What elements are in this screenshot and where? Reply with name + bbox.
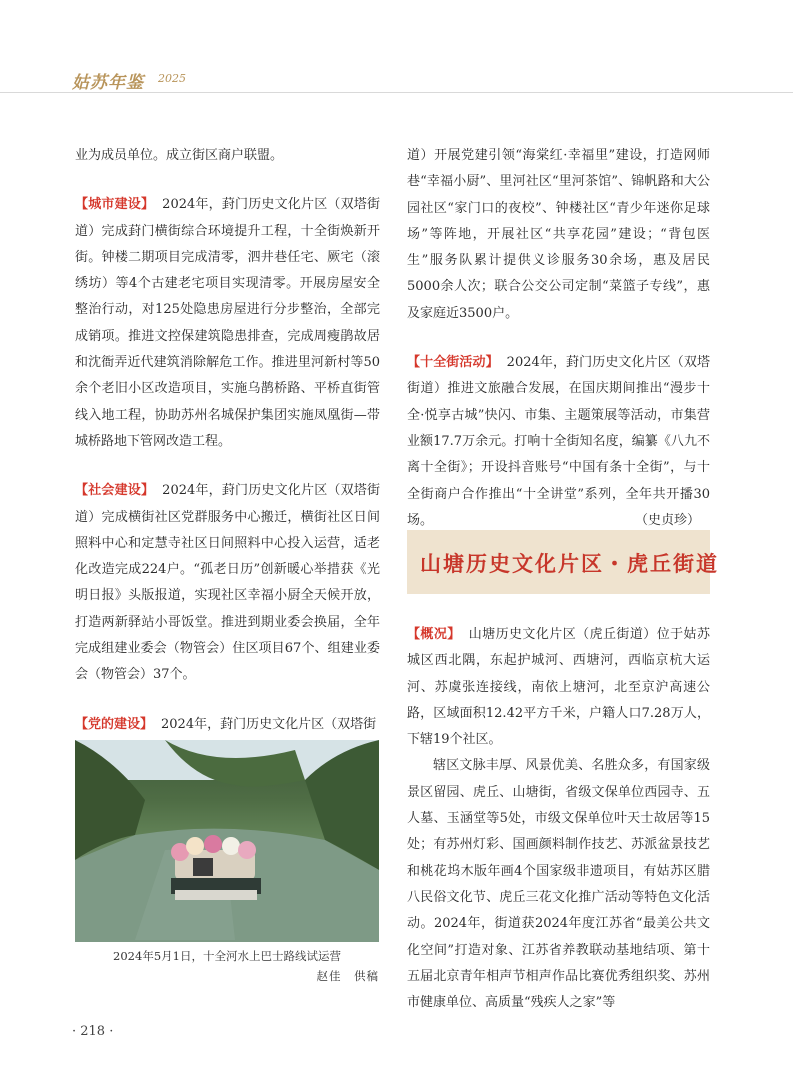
paragraph-culture: 辖区文脉丰厚、风景优美、名胜众多，有国家级景区留园、虎丘、山塘街，省级文保单位西园寺、五人墓、玉涵堂等5处，市级文保单位叶天士故居等15处；有苏州灯彩、国画颜料制作技艺、苏派盆景技艺和桃花坞木版年画4个国家级非遗项目，有姑苏区腊八民俗文化节、虎丘三花文化推广活动等特色文化活动。2024年，街道获2024年度江苏省“最美公共文化空间”打造对象、江苏省养教联动基地结项、第十五届北京青年相声节相声作品比赛优秀组织奖、苏州市健康单位、高质量“残疾人之家”等	[407, 758, 710, 1011]
paragraph-text: 山塘历史文化片区（虎丘街道）位于姑苏城区西北隅，东起护城河、西塘河，西临京杭大运河、苏虞张连接线，南依上塘河，北至京沪高速公路，区域面积12.42平方千米，户籍人口7.28万人，下辖19个社区。	[407, 627, 710, 748]
river-boat-photo	[75, 740, 379, 942]
paragraph-party-building	[75, 712, 380, 738]
section-tag-party-building: 【党的建设】	[75, 716, 154, 732]
paragraph-text: 2024年，葑门历史文化片区（双塔街道）完成葑门横街综合环境提升工程，十全街焕新开街。钟楼二期项目完成清零，泗井巷任宅、厥宅（滚绣坊）等4个古建老宅项目实现清零。开展房屋安全整治行动，对125处隐患房屋进行分步整治，全部完成销项。推进文控保建筑隐患排查，完成周瘦鹃故居和沈衙弄近代建筑消除解危工作。推进里河新村等50余个老旧小区改造项目，实施乌鹊桥路、平桥直街管线入地工程，协助苏州名城保护集团实施凤凰街—带城桥路地下管网改造工程。	[75, 197, 380, 449]
paragraph-social-construction	[75, 478, 380, 688]
section-tag-urban-construction: 【城市建设】	[75, 197, 155, 213]
page-number: · 218 ·	[72, 1024, 114, 1039]
section-heading: 山塘历史文化片区・虎丘街道	[420, 551, 719, 576]
paragraph-continuation: 道）开展党建引领“海棠红·幸福里”建设，打造网师巷“幸福小厨”、里河社区“里河茶馆”、锦帆路和大公园社区“家门口的夜校”、钟楼社区“青少年迷你足球场”等阵地，开展社区“共享花园”建设；“背包医生”服务队累计提供义诊服务30余场，惠及居民5000余人次；联合公交公司定制“菜篮子专线”，惠及家庭近3500户。	[407, 148, 710, 321]
paragraph-overview	[407, 622, 710, 753]
running-header	[0, 0, 793, 93]
section-tag-shiquan-street: 【十全街活动】	[407, 355, 499, 371]
yearbook-brand: 姑苏年鉴	[72, 73, 144, 93]
paragraph-text: 2024年，葑门历史文化片区（双塔街	[161, 716, 377, 732]
photo-credit: 赵佳 供稿	[316, 969, 379, 983]
left-column	[75, 143, 380, 761]
right-column	[407, 143, 710, 534]
paragraph-text: 2024年，葑门历史文化片区（双塔街道）推进文旅融合发展，在国庆期间推出“漫步十全·悦享古城”快闪、市集、主题策展等活动，市集营业额17.7万余元。打响十全街知名度，编纂《八九不离十全街》；开设抖音账号“中国有条十全街”，与十全街商户合作推出“十全讲堂”系列，全年共开播30场。	[407, 355, 710, 528]
paragraph-urban-construction	[75, 192, 380, 455]
section-tag-overview: 【概况】	[407, 627, 461, 642]
photo-caption: 2024年5月1日，十全河水上巴士路线试运营	[113, 949, 341, 963]
paragraph-shiquan-street	[407, 350, 710, 534]
header-year: 2025	[158, 72, 186, 85]
photo-illustration	[75, 740, 379, 942]
paragraph-continuation: 业为成员单位。成立街区商户联盟。	[75, 148, 284, 163]
section-tag-social-construction: 【社会建设】	[75, 483, 155, 499]
paragraph-text: 2024年，葑门历史文化片区（双塔街道）完成横街社区党群服务中心搬迁，横街社区日间照料中心和定慧寺社区日间照料中心投入运营，适老化改造完成224户。“孤老日历”创新暖心举措获《光明日报》头版报道，实现社区幸福小厨全天候开放，打造两新驿站小哥饭堂。推进到期业委会换届，全年完成组建业委会（物管会）住区项目67个、组建业委会（物管会）37个。	[75, 483, 380, 683]
right-column-lower	[407, 622, 710, 1016]
author-credit: （史贞珍）	[634, 513, 700, 529]
